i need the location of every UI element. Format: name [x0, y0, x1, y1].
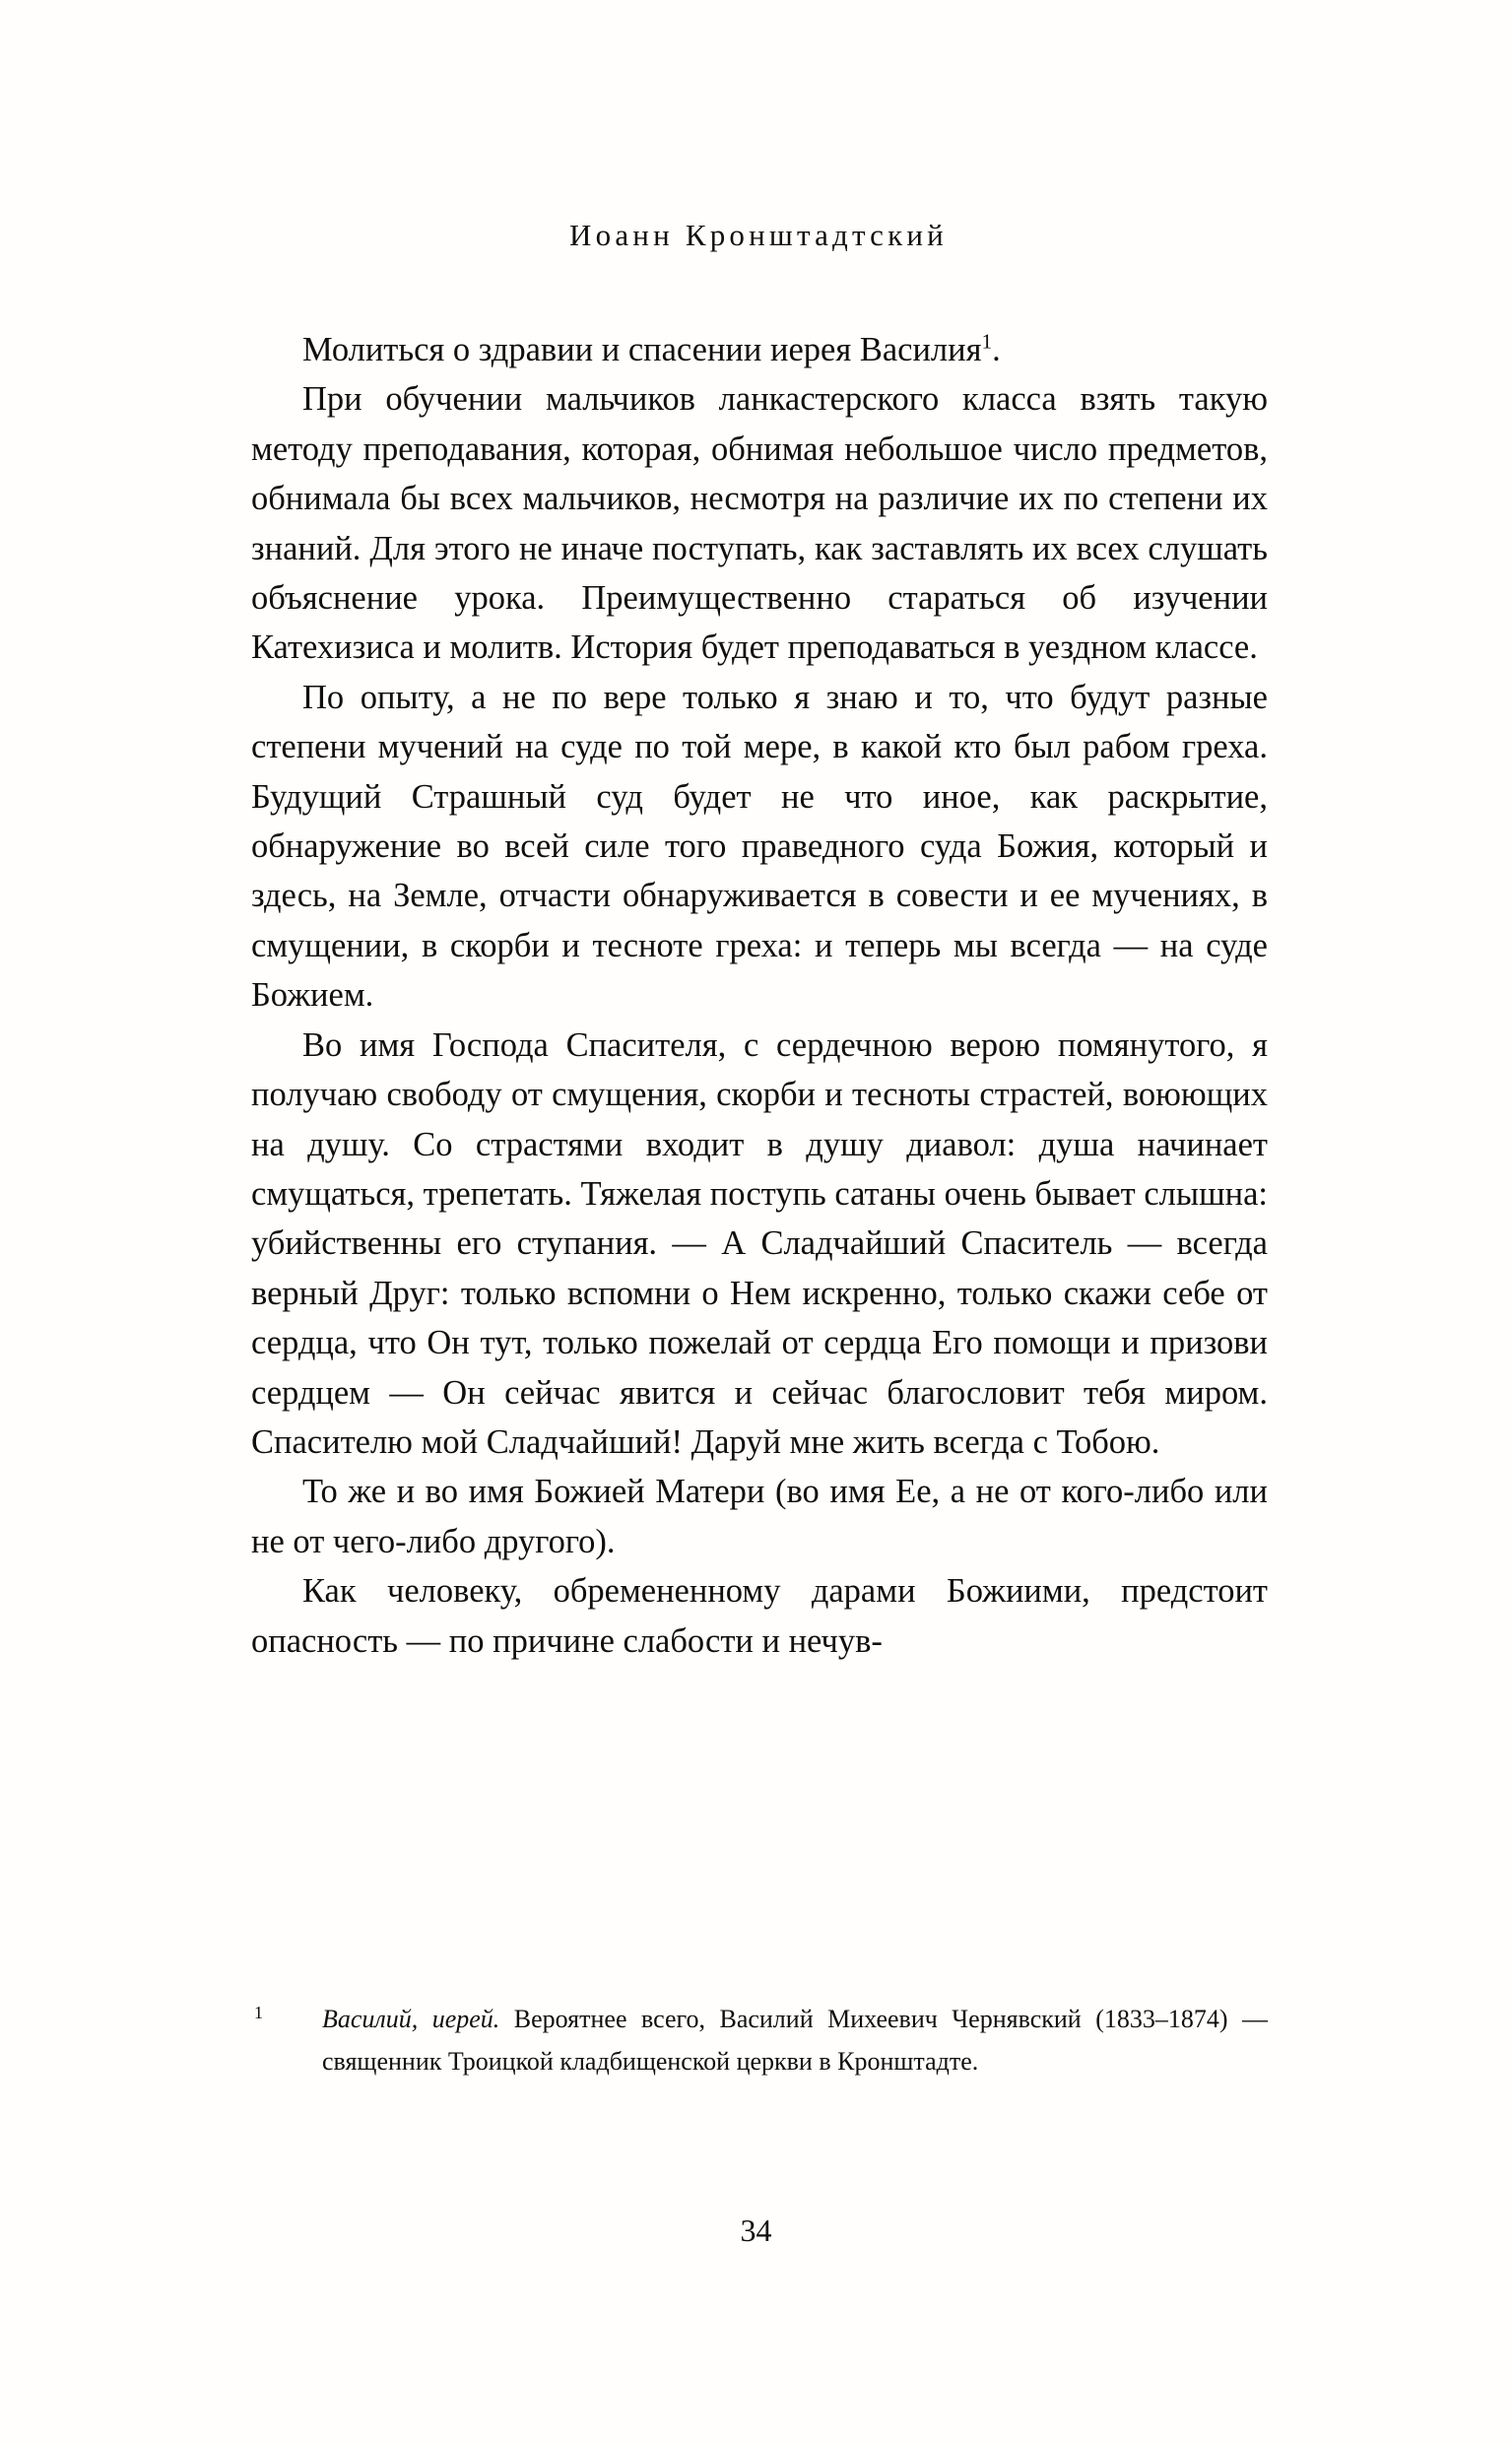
footnote-area — [251, 1998, 1268, 2082]
paragraph-3: По опыту, а не по вере только я знаю и то, что будут разные степени мучений на суде по той мере, в какой кто был рабом греха. Будущий Страшный суд будет не что иное, как раскрытие, обнаружение во всей силе того праведного суда Божия, который и здесь, на Земле, отчасти обнаруживается в совести и ее мучениях, в смущении, в скорби и тесноте греха: и теперь мы всегда — на суде Божием. — [251, 678, 1268, 1015]
page-number: 34 — [740, 2212, 772, 2248]
footnote-italic-lead: Василий, иерей. — [322, 2005, 500, 2033]
paragraph-1 — [251, 325, 1268, 374]
paragraph-1-text-after-ref: . — [992, 331, 1001, 368]
paragraph-4: Во имя Господа Спасителя, с сердечною верою помянутого, я получаю свободу от смущения, скорби и тесноты страстей, воюющих на душу. Со страстями входит в душу диавол: душа начинает смущаться, трепетать. Тяжелая поступь сатаны очень бывает слышна: убийственны его ступания. — А Сладчайший Спаситель — всегда верный Друг: только вспомни о Нем искренно, только скажи себе от сердца, что Он тут, только пожелай от сердца Его помощи и призови сердцем — Он сейчас явится и сейчас благословит тебя миром. Спасителю мой Сладчайший! Даруй мне жить всегда с Тобою. — [251, 1025, 1268, 1461]
paragraph-1-text-before-ref: Молиться о здравии и спасении иерея Василия — [302, 331, 982, 368]
footnote-text — [251, 1998, 1268, 2082]
paragraph-2: При обучении мальчиков ланкастерского класса взять такую методу преподавания, которая, обнимая небольшое число предметов, обнимала бы всех мальчиков, несмотря на различие их по степени их знаний. Для этого не иначе поступать, как заставлять их всех слушать объяснение урока. Преимущественно стараться об изучении Катехизиса и молитв. История будет преподаваться в уездном классе. — [251, 380, 1268, 667]
footnote-rest: Вероятнее всего, Василий Михеевич Чернявский (1833–1874) — священник Троицкой кладбищенской церкви в Кронштадте. — [322, 2005, 1268, 2076]
footnote-reference-1[interactable]: 1 — [981, 329, 993, 354]
paragraph-6: Как человеку, обремененному дарами Божиими, предстоит опасность — по причине слабости и нечув- — [251, 1572, 1268, 1660]
paragraph-5: То же и во имя Божией Матери (во имя Ее, а не от кого-либо или не от чего-либо другого). — [251, 1473, 1268, 1560]
footnote-marker-1: 1 — [254, 2003, 263, 2022]
running-header: Иоанн Кронштадтский — [569, 218, 948, 252]
body-text-block — [251, 325, 1268, 1666]
